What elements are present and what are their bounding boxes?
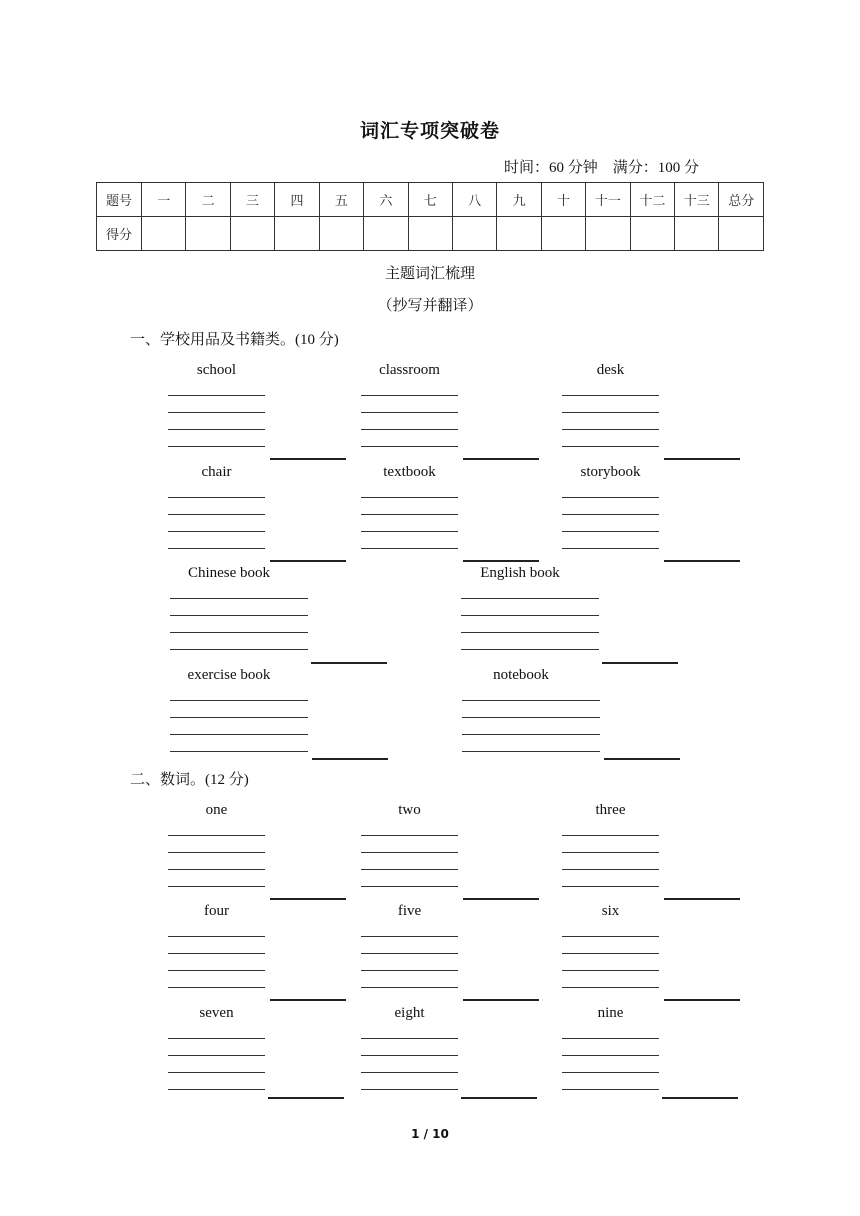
section-heading-1: 一、学校用品及书籍类。(10 分): [130, 332, 339, 348]
copy-line[interactable]: [168, 412, 265, 413]
copy-line[interactable]: [562, 1055, 659, 1056]
copy-line[interactable]: [168, 987, 265, 988]
copy-line[interactable]: [562, 987, 659, 988]
copy-line[interactable]: [361, 886, 458, 887]
copy-line[interactable]: [170, 615, 308, 616]
copy-line[interactable]: [170, 649, 308, 650]
score-header-cell: 十二: [630, 183, 674, 217]
score-cell[interactable]: [408, 217, 452, 251]
copy-line[interactable]: [170, 717, 308, 718]
copy-line[interactable]: [361, 1072, 458, 1073]
vocab-word: seven: [199, 1005, 234, 1021]
copy-line[interactable]: [361, 514, 458, 515]
copy-line[interactable]: [462, 700, 600, 701]
copy-line[interactable]: [562, 395, 659, 396]
vocab-word: one: [205, 802, 228, 818]
copy-line[interactable]: [562, 1038, 659, 1039]
copy-line[interactable]: [170, 632, 308, 633]
translation-blank[interactable]: [270, 458, 346, 460]
score-cell[interactable]: [275, 217, 319, 251]
copy-line[interactable]: [361, 446, 458, 447]
copy-line[interactable]: [168, 886, 265, 887]
translation-blank[interactable]: [463, 898, 539, 900]
copy-line[interactable]: [361, 429, 458, 430]
copy-line[interactable]: [562, 936, 659, 937]
copy-line[interactable]: [168, 970, 265, 971]
score-cell[interactable]: [675, 217, 719, 251]
vocab-word: four: [204, 903, 229, 919]
score-cell[interactable]: [186, 217, 230, 251]
copy-line[interactable]: [168, 548, 265, 549]
vocab-word: six: [601, 903, 620, 919]
translation-blank[interactable]: [664, 898, 740, 900]
copy-line[interactable]: [562, 412, 659, 413]
vocab-word: two: [398, 802, 421, 818]
copy-line[interactable]: [361, 987, 458, 988]
score-row-label: 得分: [97, 217, 142, 251]
copy-line[interactable]: [361, 953, 458, 954]
copy-line[interactable]: [168, 1055, 265, 1056]
copy-line[interactable]: [361, 835, 458, 836]
copy-line[interactable]: [462, 717, 600, 718]
score-cell[interactable]: [142, 217, 186, 251]
vocab-word: school: [196, 362, 237, 378]
score-header-cell: 八: [452, 183, 496, 217]
score-cell[interactable]: [586, 217, 630, 251]
translation-blank[interactable]: [311, 662, 387, 664]
translation-blank[interactable]: [270, 560, 346, 562]
vocab-word: classroom: [379, 362, 440, 378]
score-header-cell: 总分: [719, 183, 764, 217]
copy-line[interactable]: [168, 497, 265, 498]
vocab-word: Chinese book: [187, 565, 271, 581]
vocab-word: English book: [480, 565, 560, 581]
score-header-cell: 十三: [675, 183, 719, 217]
score-cell[interactable]: [230, 217, 274, 251]
translation-blank[interactable]: [664, 999, 740, 1001]
translation-blank[interactable]: [463, 458, 539, 460]
score-cell[interactable]: [719, 217, 764, 251]
vocab-word: desk: [596, 362, 625, 378]
copy-line[interactable]: [170, 700, 308, 701]
translation-blank[interactable]: [664, 458, 740, 460]
score-header-cell: 十: [541, 183, 585, 217]
copy-line[interactable]: [562, 953, 659, 954]
vocab-word: exercise book: [187, 667, 271, 683]
score-header-cell: 题号: [97, 183, 142, 217]
translation-blank[interactable]: [602, 662, 678, 664]
copy-line[interactable]: [562, 429, 659, 430]
score-header-cell: 七: [408, 183, 452, 217]
copy-line[interactable]: [562, 497, 659, 498]
copy-line[interactable]: [461, 615, 599, 616]
copy-line[interactable]: [562, 970, 659, 971]
vocab-word: nine: [597, 1005, 624, 1021]
copy-line[interactable]: [170, 734, 308, 735]
copy-line[interactable]: [361, 852, 458, 853]
score-cell[interactable]: [630, 217, 674, 251]
score-table-header-row: [97, 183, 764, 217]
copy-line[interactable]: [168, 514, 265, 515]
copy-line[interactable]: [170, 598, 308, 599]
vocab-word: textbook: [383, 464, 436, 480]
copy-line[interactable]: [361, 531, 458, 532]
vocab-word: notebook: [493, 667, 549, 683]
copy-line[interactable]: [361, 869, 458, 870]
copy-line[interactable]: [462, 734, 600, 735]
vocab-word: three: [595, 802, 626, 818]
translation-blank[interactable]: [662, 1097, 738, 1099]
copy-line[interactable]: [361, 1055, 458, 1056]
copy-line[interactable]: [562, 869, 659, 870]
copy-line[interactable]: [168, 936, 265, 937]
score-header-cell: 二: [186, 183, 230, 217]
score-header-cell: 十一: [586, 183, 630, 217]
copy-line[interactable]: [461, 598, 599, 599]
theme-title: 主题词汇梳理: [384, 266, 475, 282]
copy-line[interactable]: [170, 751, 308, 752]
section-heading-2: 二、数词。(12 分): [130, 772, 249, 788]
translation-blank[interactable]: [270, 898, 346, 900]
score-header-cell: 四: [275, 183, 319, 217]
copy-line[interactable]: [562, 1072, 659, 1073]
translation-blank[interactable]: [664, 560, 740, 562]
vocab-word: storybook: [580, 464, 641, 480]
score-header-cell: 三: [230, 183, 274, 217]
vocab-word: chair: [201, 464, 232, 480]
copy-line[interactable]: [361, 936, 458, 937]
copy-line[interactable]: [361, 970, 458, 971]
score-header-cell: 九: [497, 183, 541, 217]
copy-line[interactable]: [361, 1089, 458, 1090]
copy-line[interactable]: [168, 531, 265, 532]
copy-line[interactable]: [168, 953, 265, 954]
copy-line[interactable]: [361, 395, 458, 396]
copy-line[interactable]: [168, 429, 265, 430]
score-cell[interactable]: [319, 217, 363, 251]
copy-line[interactable]: [168, 869, 265, 870]
copy-line[interactable]: [562, 446, 659, 447]
copy-line[interactable]: [562, 1089, 659, 1090]
copy-line[interactable]: [168, 446, 265, 447]
copy-line[interactable]: [562, 514, 659, 515]
score-header-cell: 五: [319, 183, 363, 217]
copy-line[interactable]: [168, 395, 265, 396]
translation-blank[interactable]: [268, 1097, 344, 1099]
page-title: 词汇专项突破卷: [359, 121, 500, 142]
copy-line[interactable]: [361, 412, 458, 413]
copy-line[interactable]: [168, 1072, 265, 1073]
score-table: [96, 182, 764, 251]
copy-line[interactable]: [168, 1038, 265, 1039]
score-header-cell: 六: [364, 183, 408, 217]
exam-meta: 时间：60 分钟 满分：100 分: [504, 160, 700, 176]
translation-blank[interactable]: [463, 999, 539, 1001]
copy-line[interactable]: [462, 751, 600, 752]
score-header-cell: 一: [142, 183, 186, 217]
score-cell[interactable]: [497, 217, 541, 251]
copy-line[interactable]: [562, 886, 659, 887]
copy-line[interactable]: [361, 548, 458, 549]
copy-line[interactable]: [168, 835, 265, 836]
copy-line[interactable]: [361, 497, 458, 498]
translation-blank[interactable]: [604, 758, 680, 760]
score-cell[interactable]: [541, 217, 585, 251]
translation-blank[interactable]: [463, 560, 539, 562]
copy-line[interactable]: [461, 632, 599, 633]
copy-line[interactable]: [361, 1038, 458, 1039]
page-number: 1 / 10: [411, 1127, 449, 1141]
score-table-score-row: [97, 217, 764, 251]
copy-line[interactable]: [562, 548, 659, 549]
copy-line[interactable]: [168, 852, 265, 853]
translation-blank[interactable]: [461, 1097, 537, 1099]
score-cell[interactable]: [364, 217, 408, 251]
translation-blank[interactable]: [312, 758, 388, 760]
vocab-word: five: [397, 903, 422, 919]
vocab-word: eight: [394, 1005, 425, 1021]
copy-line[interactable]: [168, 1089, 265, 1090]
translation-blank[interactable]: [270, 999, 346, 1001]
theme-instruction: （抄写并翻译）: [377, 298, 483, 314]
copy-line[interactable]: [562, 852, 659, 853]
score-cell[interactable]: [452, 217, 496, 251]
copy-line[interactable]: [562, 835, 659, 836]
copy-line[interactable]: [461, 649, 599, 650]
copy-line[interactable]: [562, 531, 659, 532]
